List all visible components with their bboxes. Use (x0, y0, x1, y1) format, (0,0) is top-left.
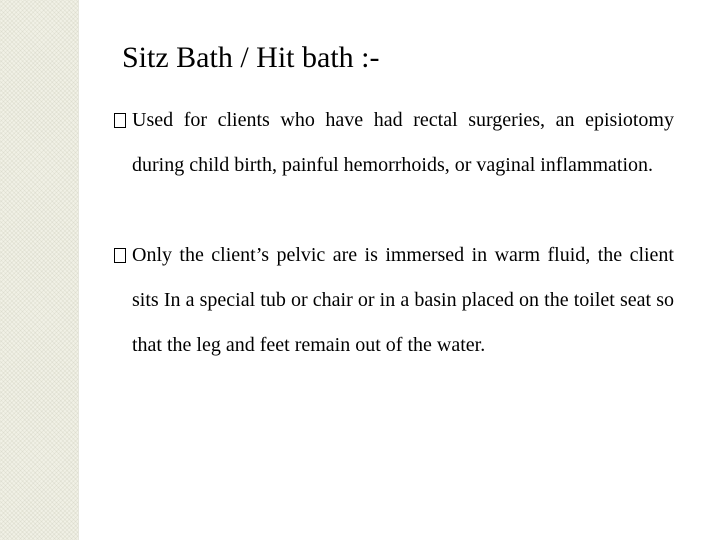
bullet-text-2: Only the client’s pelvic are is immersed in warm fluid, the client sits In a special tub or chair or in a basin placed on the toilet seat so that the leg and feet remain out of the water. (132, 244, 674, 356)
bullet-item-1 (114, 98, 674, 188)
square-bullet-icon (114, 113, 126, 128)
decorative-side-strip (0, 0, 79, 540)
bullet-list (114, 98, 674, 368)
slide-title: Sitz Bath / Hit bath :- (122, 41, 380, 74)
bullet-text-1: Used for clients who have had rectal surgeries, an episiotomy during child birth, painful hemorrhoids, or vaginal inflammation. (132, 109, 674, 176)
square-bullet-icon (114, 248, 126, 263)
bullet-item-2 (114, 233, 674, 368)
